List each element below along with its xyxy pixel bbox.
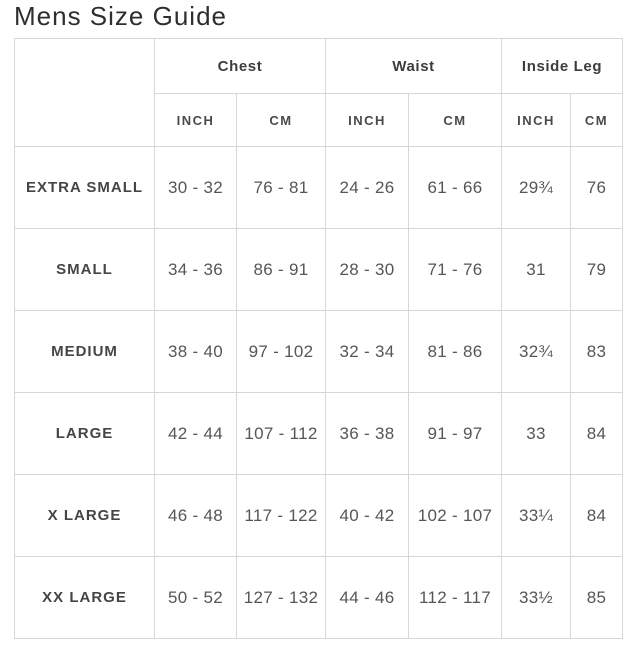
size-guide-table	[14, 38, 623, 639]
value-cell: 38 - 40	[155, 311, 237, 393]
value-cell: 33¼	[502, 475, 571, 557]
value-cell: 33	[502, 393, 571, 475]
value-cell: 97 - 102	[237, 311, 326, 393]
value-cell: 40 - 42	[326, 475, 409, 557]
value-cell: 81 - 86	[409, 311, 502, 393]
table-row-small	[15, 229, 623, 311]
value-cell: 42 - 44	[155, 393, 237, 475]
value-cell: 24 - 26	[326, 147, 409, 229]
column-group-chest: Chest	[155, 39, 326, 94]
table-row-x-large	[15, 475, 623, 557]
value-cell: 44 - 46	[326, 557, 409, 639]
value-cell: 91 - 97	[409, 393, 502, 475]
value-cell: 33½	[502, 557, 571, 639]
value-cell: 76 - 81	[237, 147, 326, 229]
value-cell: 50 - 52	[155, 557, 237, 639]
waist-cm-header: CM	[409, 94, 502, 147]
size-label: XX LARGE	[15, 557, 155, 639]
table-row-xx-large	[15, 557, 623, 639]
value-cell: 84	[571, 393, 623, 475]
value-cell: 84	[571, 475, 623, 557]
page-title: Mens Size Guide	[14, 1, 227, 31]
value-cell: 76	[571, 147, 623, 229]
value-cell: 127 - 132	[237, 557, 326, 639]
size-label: MEDIUM	[15, 311, 155, 393]
value-cell: 107 - 112	[237, 393, 326, 475]
value-cell: 46 - 48	[155, 475, 237, 557]
size-label: SMALL	[15, 229, 155, 311]
value-cell: 83	[571, 311, 623, 393]
value-cell: 85	[571, 557, 623, 639]
value-cell: 102 - 107	[409, 475, 502, 557]
corner-cell	[15, 39, 155, 147]
value-cell: 117 - 122	[237, 475, 326, 557]
size-label: LARGE	[15, 393, 155, 475]
table-row-extra-small	[15, 147, 623, 229]
value-cell: 32¾	[502, 311, 571, 393]
value-cell: 71 - 76	[409, 229, 502, 311]
table-row-large	[15, 393, 623, 475]
column-group-waist: Waist	[326, 39, 502, 94]
value-cell: 112 - 117	[409, 557, 502, 639]
value-cell: 34 - 36	[155, 229, 237, 311]
waist-inch-header: INCH	[326, 94, 409, 147]
value-cell: 36 - 38	[326, 393, 409, 475]
value-cell: 86 - 91	[237, 229, 326, 311]
value-cell: 32 - 34	[326, 311, 409, 393]
chest-inch-header: INCH	[155, 94, 237, 147]
table-row-medium	[15, 311, 623, 393]
inside-leg-inch-header: INCH	[502, 94, 571, 147]
value-cell: 28 - 30	[326, 229, 409, 311]
value-cell: 30 - 32	[155, 147, 237, 229]
size-label: X LARGE	[15, 475, 155, 557]
column-group-inside-leg: Inside Leg	[502, 39, 623, 94]
value-cell: 79	[571, 229, 623, 311]
value-cell: 31	[502, 229, 571, 311]
value-cell: 29¾	[502, 147, 571, 229]
value-cell: 61 - 66	[409, 147, 502, 229]
chest-cm-header: CM	[237, 94, 326, 147]
size-label: EXTRA SMALL	[15, 147, 155, 229]
inside-leg-cm-header: CM	[571, 94, 623, 147]
group-header-row	[15, 39, 623, 94]
